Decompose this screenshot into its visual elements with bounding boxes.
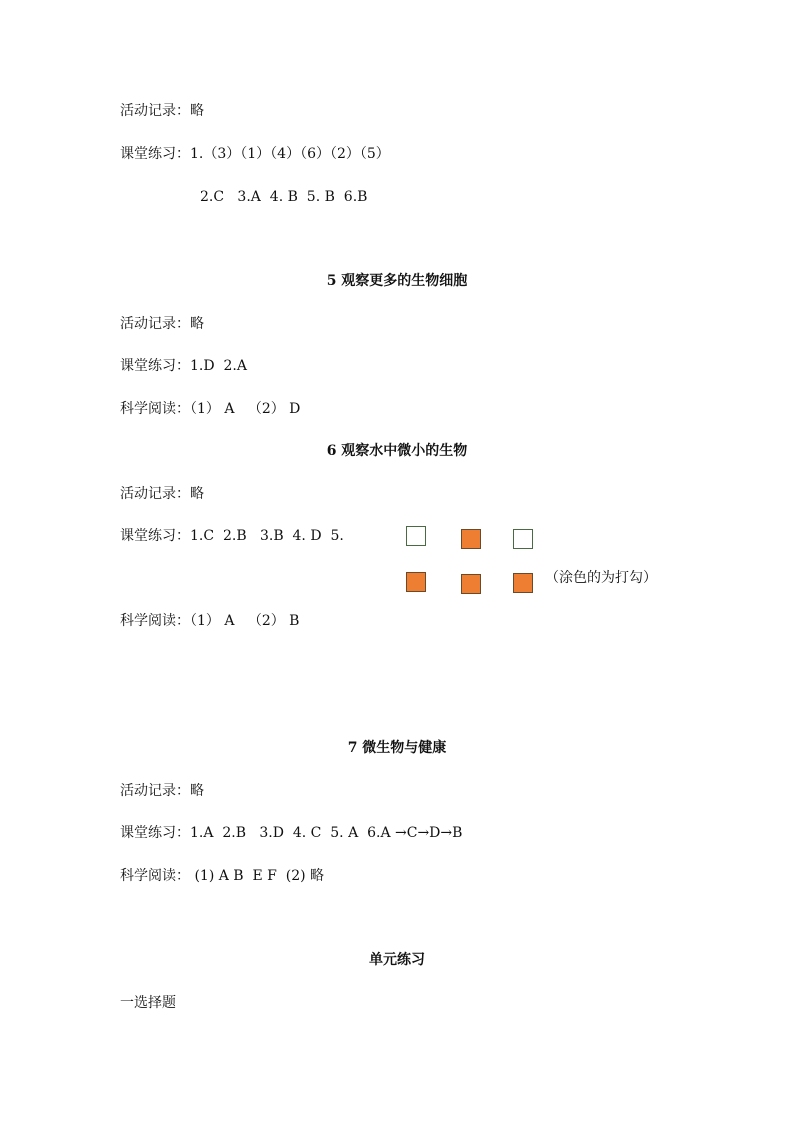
checkbox-row1-3 [513, 529, 533, 549]
box-note: （涂色的为打勾） [545, 570, 657, 586]
s7-reading: 科学阅读： (1) A B E F (2) 略 [120, 868, 325, 884]
checkbox-row2-2 [461, 574, 481, 594]
checkbox-row1-2 [461, 529, 481, 549]
s5-title: 5 观察更多的生物细胞 [326, 273, 468, 289]
s6-activity: 活动记录：略 [120, 486, 204, 502]
s5-reading: 科学阅读：（1） A （2） D [120, 401, 301, 417]
checkbox-row2-3 [513, 573, 533, 593]
s4-practice-line1: 课堂练习：1.（3）（1）（4）（6）（2）（5） [120, 146, 390, 162]
s7-practice: 课堂练习：1.A 2.B 3.D 4. C 5. A 6.A →C→D→B [120, 825, 463, 841]
checkbox-row2-1 [406, 572, 426, 592]
s5-activity: 活动记录：略 [120, 316, 204, 332]
unit-subtitle: 一选择题 [120, 995, 176, 1011]
checkbox-row1-1 [406, 526, 426, 546]
s6-reading: 科学阅读：（1） A （2） B [120, 613, 300, 629]
s7-title: 7 微生物与健康 [347, 740, 447, 756]
s6-title: 6 观察水中微小的生物 [326, 443, 468, 459]
unit-title: 单元练习 [369, 952, 425, 968]
s4-activity: 活动记录：略 [120, 103, 204, 119]
s4-practice-line2: 2.C 3.A 4. B 5. B 6.B [200, 189, 368, 205]
s5-practice: 课堂练习：1.D 2.A [120, 358, 247, 374]
s7-activity: 活动记录：略 [120, 783, 204, 799]
s6-practice: 课堂练习：1.C 2.B 3.B 4. D 5. [120, 528, 344, 544]
